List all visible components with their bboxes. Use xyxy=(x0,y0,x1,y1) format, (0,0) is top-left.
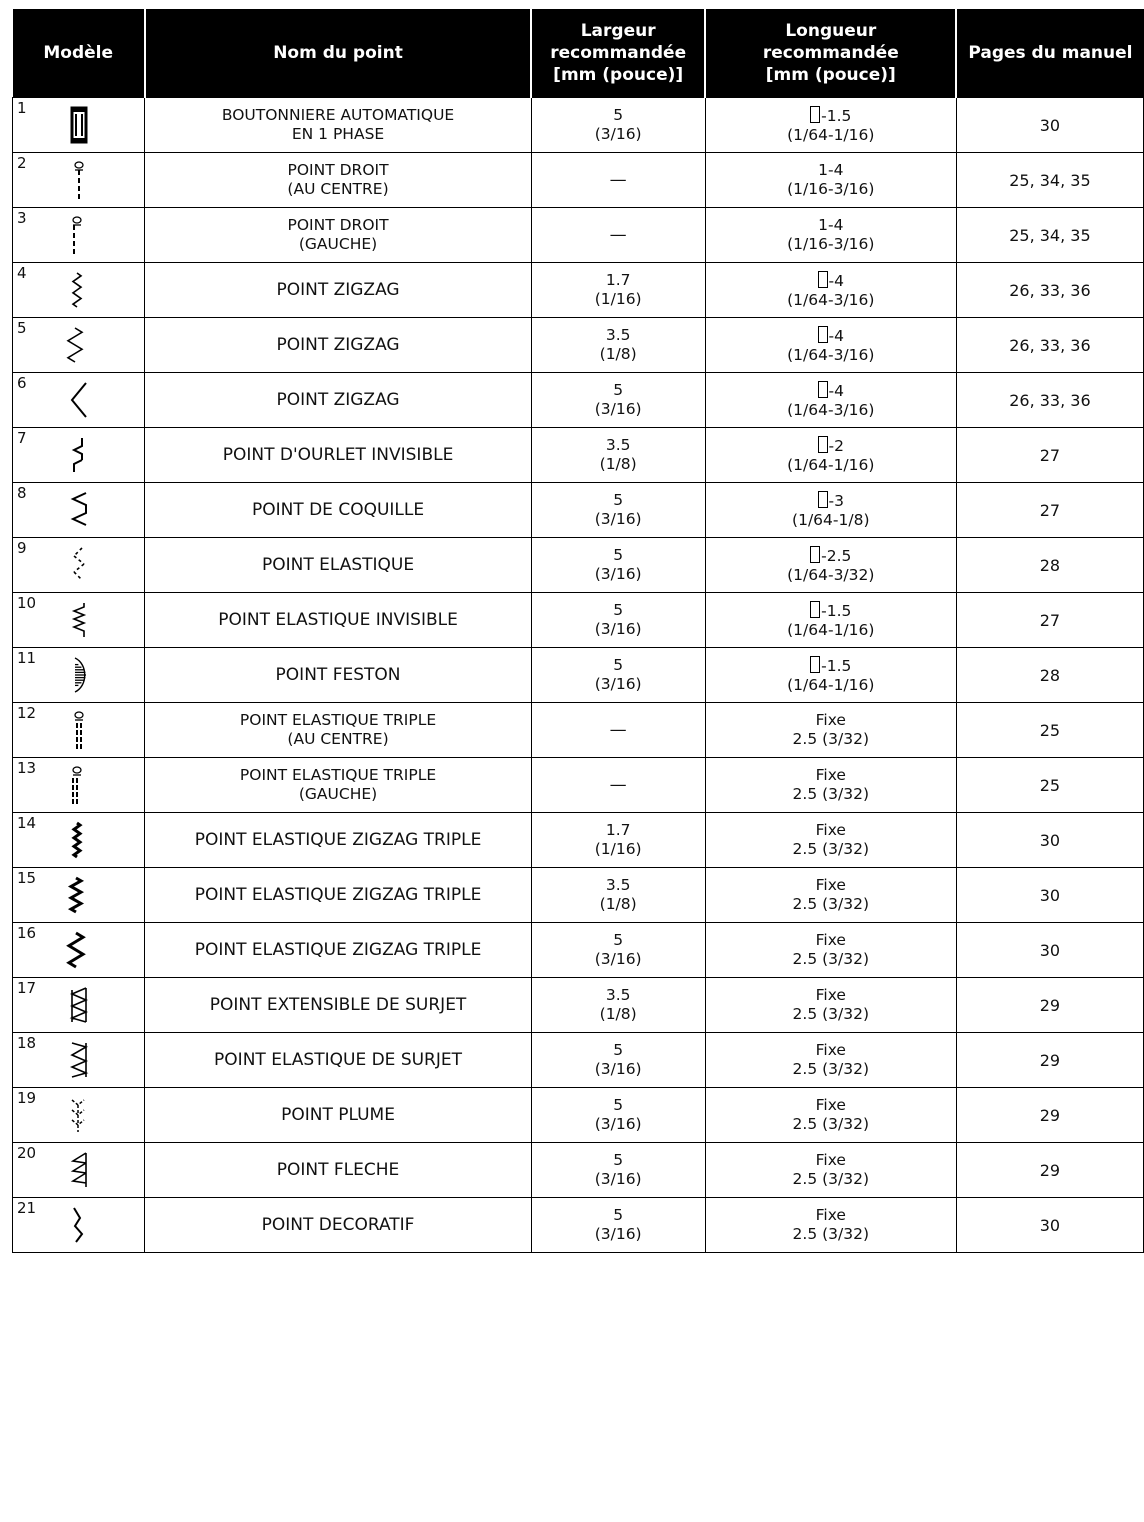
model-cell xyxy=(13,98,145,153)
width-cell: 3.5 (1/8) xyxy=(531,318,705,373)
table-row xyxy=(13,758,1144,813)
table-row xyxy=(13,428,1144,483)
pages-cell: 28 xyxy=(956,538,1143,593)
model-cell xyxy=(13,153,145,208)
length-cell: -4 (1/64-3/16) xyxy=(705,318,956,373)
triple-left-icon xyxy=(60,764,98,806)
pages-cell: 29 xyxy=(956,1033,1143,1088)
pages-cell: 29 xyxy=(956,978,1143,1033)
length-cell: Fixe 2.5 (3/32) xyxy=(705,1033,956,1088)
stitch-name-cell: POINT ELASTIQUE ZIGZAG TRIPLE xyxy=(145,868,531,923)
blind-hem-icon xyxy=(60,434,98,476)
length-cell: -2.5 (1/64-3/32) xyxy=(705,538,956,593)
pages-cell: 30 xyxy=(956,1198,1143,1253)
pages-cell: 27 xyxy=(956,593,1143,648)
stitch-name-cell: POINT ZIGZAG xyxy=(145,373,531,428)
scallop-icon xyxy=(60,654,98,696)
triple-zigzag-medium-icon xyxy=(60,874,98,916)
table-row xyxy=(13,1088,1144,1143)
table-row xyxy=(13,703,1144,758)
triple-zigzag-wide-icon xyxy=(60,929,98,971)
min-length-box-icon xyxy=(818,491,828,508)
model-cell xyxy=(13,428,145,483)
length-cell: Fixe 2.5 (3/32) xyxy=(705,1198,956,1253)
pages-cell: 30 xyxy=(956,813,1143,868)
length-cell: Fixe 2.5 (3/32) xyxy=(705,868,956,923)
header-modele: Modèle xyxy=(13,9,145,98)
min-length-box-icon xyxy=(818,271,828,288)
table-row xyxy=(13,153,1144,208)
model-cell xyxy=(13,1088,145,1143)
zigzag-narrow-icon xyxy=(60,269,98,311)
width-cell: 5 (3/16) xyxy=(531,1088,705,1143)
width-cell: — xyxy=(531,758,705,813)
length-cell: 1-4 (1/16-3/16) xyxy=(705,208,956,263)
pages-cell: 29 xyxy=(956,1088,1143,1143)
length-cell: -2 (1/64-1/16) xyxy=(705,428,956,483)
width-cell: 5 (3/16) xyxy=(531,648,705,703)
min-length-box-icon xyxy=(810,546,820,563)
table-header-row xyxy=(13,9,1144,98)
model-cell xyxy=(13,978,145,1033)
model-number: 14 xyxy=(17,814,37,832)
min-length-box-icon xyxy=(818,326,828,343)
header-largeur: Largeur recommandée [mm (pouce)] xyxy=(531,9,705,98)
stitch-name-cell: POINT DROIT (GAUCHE) xyxy=(145,208,531,263)
width-cell: — xyxy=(531,208,705,263)
buttonhole-icon xyxy=(60,104,98,146)
model-number: 8 xyxy=(17,484,27,502)
header-pages: Pages du manuel xyxy=(956,9,1143,98)
stitch-name-cell: POINT EXTENSIBLE DE SURJET xyxy=(145,978,531,1033)
table-row xyxy=(13,483,1144,538)
model-number: 5 xyxy=(17,319,27,337)
model-cell xyxy=(13,813,145,868)
table-row xyxy=(13,263,1144,318)
width-cell: 5 (3/16) xyxy=(531,923,705,978)
model-number: 13 xyxy=(17,759,37,777)
table-row xyxy=(13,593,1144,648)
width-cell: 5 (3/16) xyxy=(531,1033,705,1088)
table-row xyxy=(13,1198,1144,1253)
stitch-name-cell: POINT DE COQUILLE xyxy=(145,483,531,538)
header-nom: Nom du point xyxy=(145,9,531,98)
table-row xyxy=(13,923,1144,978)
model-number: 9 xyxy=(17,539,27,557)
length-cell: Fixe 2.5 (3/32) xyxy=(705,758,956,813)
model-cell xyxy=(13,1143,145,1198)
stitch-name-cell: BOUTONNIERE AUTOMATIQUE EN 1 PHASE xyxy=(145,98,531,153)
width-cell: 1.7 (1/16) xyxy=(531,813,705,868)
model-number: 21 xyxy=(17,1199,37,1217)
zigzag-wide-icon xyxy=(60,379,98,421)
stitch-name-cell: POINT ELASTIQUE ZIGZAG TRIPLE xyxy=(145,923,531,978)
table-row xyxy=(13,98,1144,153)
model-cell xyxy=(13,648,145,703)
elastic-overlock-icon xyxy=(60,1039,98,1081)
model-cell xyxy=(13,593,145,648)
model-number: 11 xyxy=(17,649,37,667)
width-cell: — xyxy=(531,703,705,758)
stitch-name-cell: POINT ELASTIQUE xyxy=(145,538,531,593)
pages-cell: 25, 34, 35 xyxy=(956,208,1143,263)
width-cell: 5 (3/16) xyxy=(531,1143,705,1198)
length-cell: -1.5 (1/64-1/16) xyxy=(705,593,956,648)
width-cell: 3.5 (1/8) xyxy=(531,428,705,483)
model-number: 17 xyxy=(17,979,37,997)
pages-cell: 29 xyxy=(956,1143,1143,1198)
model-number: 19 xyxy=(17,1089,37,1107)
min-length-box-icon xyxy=(818,381,828,398)
shell-tuck-icon xyxy=(60,489,98,531)
model-cell xyxy=(13,483,145,538)
length-cell: -1.5 (1/64-1/16) xyxy=(705,648,956,703)
min-length-box-icon xyxy=(810,601,820,618)
pages-cell: 25 xyxy=(956,758,1143,813)
stitch-table xyxy=(12,9,1144,1253)
width-cell: 5 (3/16) xyxy=(531,373,705,428)
model-cell xyxy=(13,1033,145,1088)
width-cell: 3.5 (1/8) xyxy=(531,868,705,923)
pages-cell: 30 xyxy=(956,868,1143,923)
model-number: 6 xyxy=(17,374,27,392)
model-number: 3 xyxy=(17,209,27,227)
width-cell: — xyxy=(531,153,705,208)
stretch-overlock-icon xyxy=(60,984,98,1026)
model-number: 20 xyxy=(17,1144,37,1162)
pages-cell: 28 xyxy=(956,648,1143,703)
width-cell: 5 (3/16) xyxy=(531,98,705,153)
pages-cell: 30 xyxy=(956,923,1143,978)
table-row xyxy=(13,373,1144,428)
min-length-box-icon xyxy=(810,656,820,673)
decorative-icon xyxy=(60,1204,98,1246)
stitch-name-cell: POINT FLECHE xyxy=(145,1143,531,1198)
stitch-name-cell: POINT ZIGZAG xyxy=(145,318,531,373)
model-cell xyxy=(13,263,145,318)
model-cell xyxy=(13,758,145,813)
length-cell: Fixe 2.5 (3/32) xyxy=(705,1088,956,1143)
length-cell: Fixe 2.5 (3/32) xyxy=(705,923,956,978)
width-cell: 1.7 (1/16) xyxy=(531,263,705,318)
width-cell: 3.5 (1/8) xyxy=(531,978,705,1033)
stitch-name-cell: POINT ELASTIQUE INVISIBLE xyxy=(145,593,531,648)
model-cell xyxy=(13,703,145,758)
min-length-box-icon xyxy=(810,106,820,123)
model-number: 12 xyxy=(17,704,37,722)
header-longueur: Longueur recommandée [mm (pouce)] xyxy=(705,9,956,98)
elastic-icon xyxy=(60,544,98,586)
width-cell: 5 (3/16) xyxy=(531,483,705,538)
length-cell: 1-4 (1/16-3/16) xyxy=(705,153,956,208)
stitch-name-cell: POINT D'OURLET INVISIBLE xyxy=(145,428,531,483)
table-row xyxy=(13,318,1144,373)
model-number: 2 xyxy=(17,154,27,172)
length-cell: Fixe 2.5 (3/32) xyxy=(705,813,956,868)
model-cell xyxy=(13,208,145,263)
stitch-name-cell: POINT PLUME xyxy=(145,1088,531,1143)
pages-cell: 27 xyxy=(956,428,1143,483)
model-cell xyxy=(13,1198,145,1253)
pages-cell: 30 xyxy=(956,98,1143,153)
model-number: 16 xyxy=(17,924,37,942)
straight-center-icon xyxy=(60,159,98,201)
triple-center-icon xyxy=(60,709,98,751)
table-row xyxy=(13,1143,1144,1198)
length-cell: -1.5 (1/64-1/16) xyxy=(705,98,956,153)
length-cell: Fixe 2.5 (3/32) xyxy=(705,978,956,1033)
model-cell xyxy=(13,373,145,428)
stitch-name-cell: POINT ELASTIQUE DE SURJET xyxy=(145,1033,531,1088)
stitch-name-cell: POINT ELASTIQUE TRIPLE (AU CENTRE) xyxy=(145,703,531,758)
triple-zigzag-narrow-icon xyxy=(60,819,98,861)
length-cell: -4 (1/64-3/16) xyxy=(705,373,956,428)
zigzag-medium-icon xyxy=(60,324,98,366)
table-row xyxy=(13,208,1144,263)
elastic-blind-icon xyxy=(60,599,98,641)
feather-icon xyxy=(60,1094,98,1136)
width-cell: 5 (3/16) xyxy=(531,593,705,648)
table-row xyxy=(13,813,1144,868)
model-number: 15 xyxy=(17,869,37,887)
length-cell: -3 (1/64-1/8) xyxy=(705,483,956,538)
pages-cell: 25 xyxy=(956,703,1143,758)
table-row xyxy=(13,648,1144,703)
model-number: 4 xyxy=(17,264,27,282)
model-cell xyxy=(13,318,145,373)
model-number: 1 xyxy=(17,99,27,117)
table-row xyxy=(13,868,1144,923)
table-row xyxy=(13,978,1144,1033)
stitch-name-cell: POINT ZIGZAG xyxy=(145,263,531,318)
stitch-name-cell: POINT ELASTIQUE ZIGZAG TRIPLE xyxy=(145,813,531,868)
arrow-stitch-icon xyxy=(60,1149,98,1191)
stitch-name-cell: POINT DECORATIF xyxy=(145,1198,531,1253)
model-number: 10 xyxy=(17,594,37,612)
model-cell xyxy=(13,923,145,978)
pages-cell: 26, 33, 36 xyxy=(956,263,1143,318)
pages-cell: 26, 33, 36 xyxy=(956,373,1143,428)
table-row xyxy=(13,538,1144,593)
min-length-box-icon xyxy=(818,436,828,453)
model-cell xyxy=(13,538,145,593)
pages-cell: 25, 34, 35 xyxy=(956,153,1143,208)
table-row xyxy=(13,1033,1144,1088)
length-cell: Fixe 2.5 (3/32) xyxy=(705,703,956,758)
stitch-name-cell: POINT ELASTIQUE TRIPLE (GAUCHE) xyxy=(145,758,531,813)
model-number: 7 xyxy=(17,429,27,447)
model-cell xyxy=(13,868,145,923)
width-cell: 5 (3/16) xyxy=(531,1198,705,1253)
straight-left-icon xyxy=(60,214,98,256)
model-number: 18 xyxy=(17,1034,37,1052)
stitch-name-cell: POINT FESTON xyxy=(145,648,531,703)
length-cell: Fixe 2.5 (3/32) xyxy=(705,1143,956,1198)
pages-cell: 26, 33, 36 xyxy=(956,318,1143,373)
stitch-name-cell: POINT DROIT (AU CENTRE) xyxy=(145,153,531,208)
width-cell: 5 (3/16) xyxy=(531,538,705,593)
length-cell: -4 (1/64-3/16) xyxy=(705,263,956,318)
pages-cell: 27 xyxy=(956,483,1143,538)
